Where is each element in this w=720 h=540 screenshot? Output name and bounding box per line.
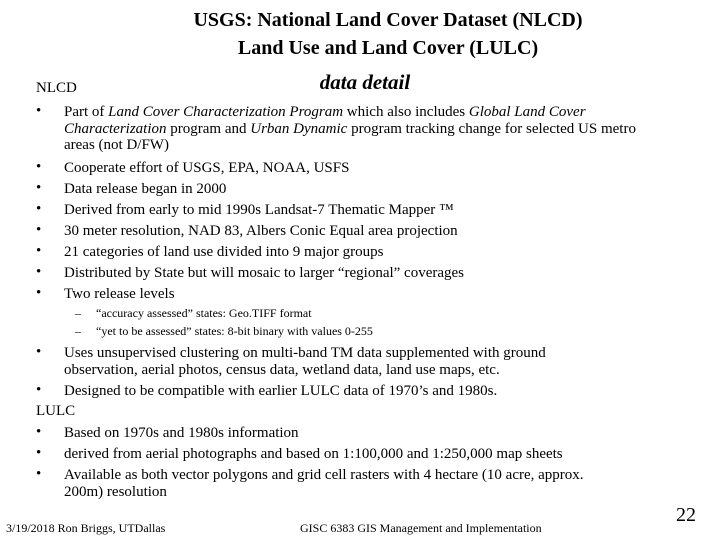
nlcd-subitem-1: “accuracy assessed” states: Geo.TIFF format [96, 306, 312, 320]
bullet-marker: • [36, 264, 42, 280]
lulc-item-1: Based on 1970s and 1980s information [64, 425, 299, 441]
lulc-item-2: derived from aerial photographs and based on 1:100,000 and 1:250,000 map sheets [64, 446, 563, 462]
nlcd-item-7: Distributed by State but will mosaic to larger “regional” coverages [64, 265, 465, 281]
title-line-2: Land Use and Land Cover (LULC) [237, 37, 539, 59]
bullet-marker: • [36, 103, 42, 119]
nlcd-item-1-pre: Part of [64, 104, 109, 120]
nlcd-item-8: Two release levels [64, 286, 175, 302]
lulc-heading: LULC [36, 403, 76, 419]
nlcd-item-1-mid1: which also includes [343, 104, 469, 120]
dash-marker: – [75, 324, 81, 338]
lulc-item-3-line-2: 200m) resolution [64, 484, 167, 500]
nlcd-item-1-mid2: program and [166, 120, 251, 137]
bullet-marker: • [36, 382, 42, 398]
nlcd-item-2: Cooperate effort of USGS, EPA, NOAA, USFS [64, 160, 350, 176]
page-number: 22 [676, 504, 696, 526]
bullet-marker: • [36, 344, 42, 360]
footer-course: GISC 6383 GIS Management and Implementation [300, 521, 542, 535]
nlcd-item-10: Designed to be compatible with earlier LULC data of 1970’s and 1980s. [64, 383, 498, 399]
dash-marker: – [75, 306, 81, 320]
nlcd-item-6: 21 categories of land use divided into 9 major groups [64, 244, 384, 260]
bullet-marker: • [36, 243, 42, 259]
bullet-marker: • [36, 285, 42, 301]
bullet-marker: • [36, 466, 42, 482]
nlcd-item-4: Derived from early to mid 1990s Landsat-7 Thematic Mapper ™ [64, 202, 454, 218]
nlcd-item-5: 30 meter resolution, NAD 83, Albers Conic Equal area projection [64, 223, 458, 239]
title-line-3: data detail [319, 70, 411, 94]
lulc-item-3-line-1: Available as both vector polygons and grid cell rasters with 4 hectare (10 acre, approx. [64, 467, 584, 483]
nlcd-item-9-line-1: Uses unsupervised clustering on multi-band TM data supplemented with ground [64, 345, 546, 361]
footer-date-author: 3/19/2018 Ron Briggs, UTDallas [6, 521, 166, 535]
nlcd-item-1-em3: Urban Dynamic [250, 120, 348, 137]
nlcd-item-9-line-2: observation, aerial photos, census data, wetland data, land use maps, etc. [64, 362, 500, 378]
nlcd-subitem-2: “yet to be assessed” states: 8-bit binary with values 0-255 [96, 324, 373, 338]
bullet-marker: • [36, 201, 42, 217]
nlcd-item-3: Data release began in 2000 [64, 181, 227, 197]
bullet-marker: • [36, 424, 42, 440]
nlcd-heading: NLCD [36, 80, 77, 96]
nlcd-item-1-post: program tracking change for selected US metro areas (not D/FW) [64, 120, 636, 153]
bullet-marker: • [36, 180, 42, 196]
title-line-1: USGS: National Land Cover Dataset (NLCD) [193, 9, 583, 31]
bullet-marker: • [36, 159, 42, 175]
nlcd-item-1-em2: Global Land Cover Characterization [64, 104, 586, 137]
bullet-marker: • [36, 222, 42, 238]
nlcd-item-1-em1: Land Cover Characterization Program [108, 104, 344, 120]
bullet-marker: • [36, 445, 42, 461]
nlcd-item-1 [64, 104, 658, 154]
